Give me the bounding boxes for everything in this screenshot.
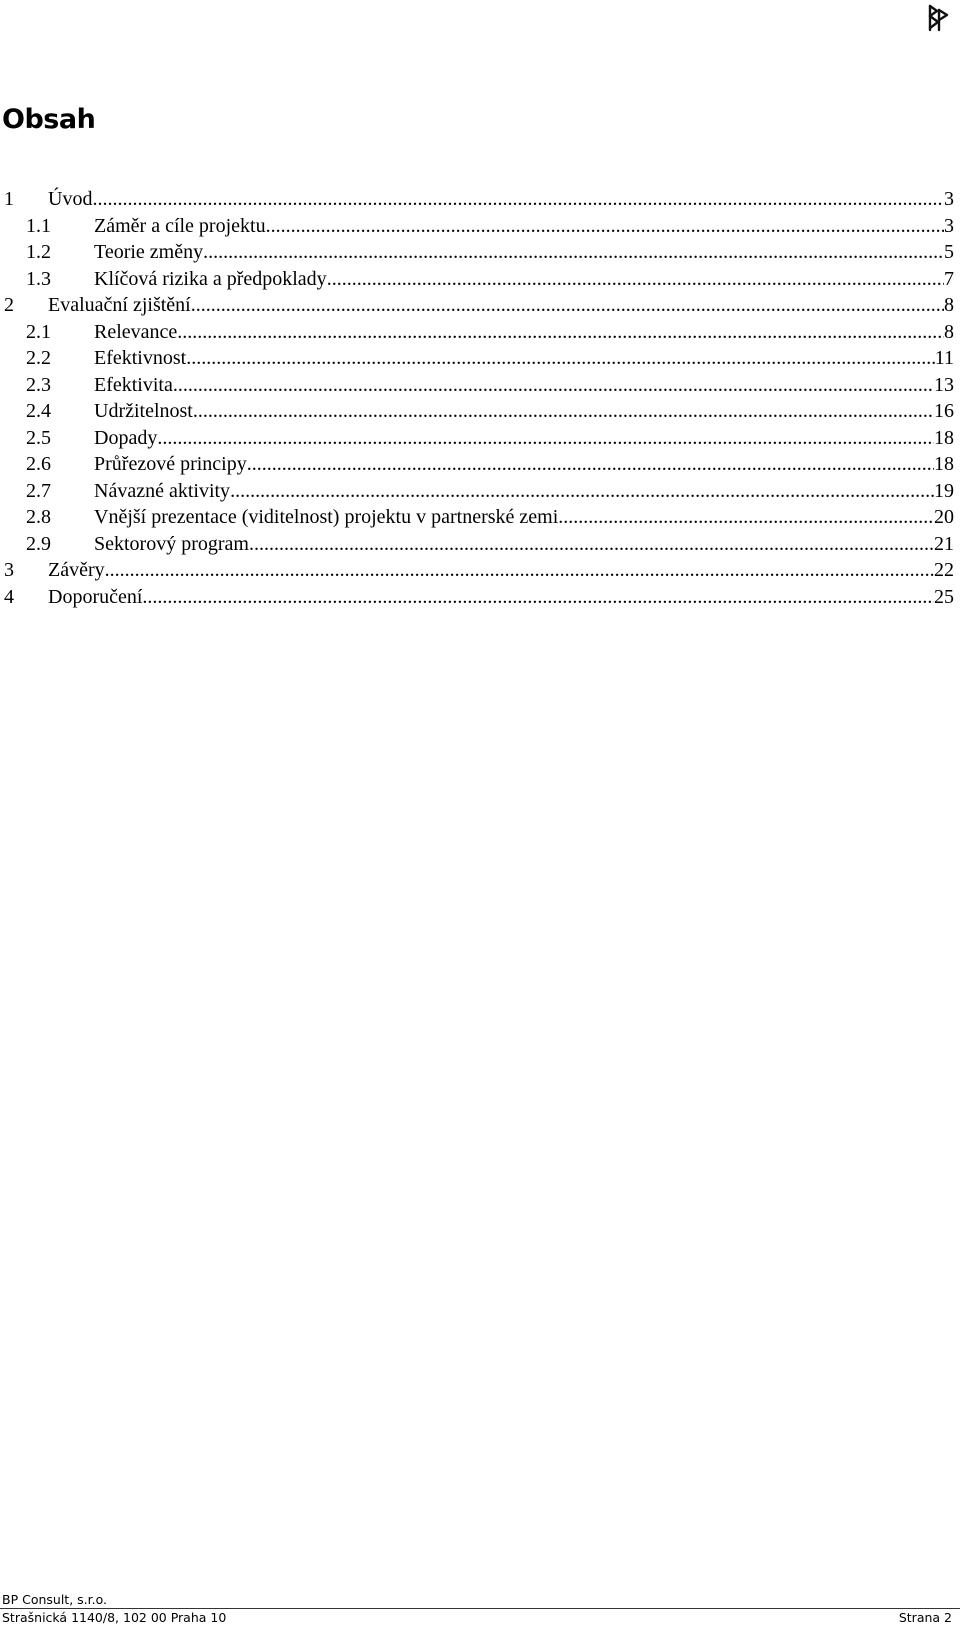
toc-entry-page: 3 xyxy=(944,188,954,210)
toc-entry-title: Závěry xyxy=(48,559,105,581)
toc-entry-number: 2.3 xyxy=(26,373,51,396)
toc-entry-link[interactable] xyxy=(94,213,954,240)
toc-dot-leader xyxy=(327,266,944,293)
toc-entry-page: 18 xyxy=(934,453,954,475)
toc-entry-link[interactable] xyxy=(94,478,954,505)
bp-monogram-icon xyxy=(926,4,952,32)
toc-entry[interactable] xyxy=(0,451,960,478)
toc-entry[interactable] xyxy=(0,372,960,399)
toc-dot-leader xyxy=(105,557,934,584)
toc-entry-page: 21 xyxy=(934,532,954,555)
toc-entry-title: Dopady xyxy=(94,426,158,449)
toc-entry-page: 8 xyxy=(944,320,954,343)
toc-dot-leader xyxy=(558,504,934,531)
toc-dot-leader xyxy=(173,372,934,399)
toc-dot-leader xyxy=(193,398,934,425)
toc-entry[interactable] xyxy=(0,345,960,372)
footer-page-number: Strana 2 xyxy=(898,1610,952,1625)
toc-entry-number: 2.1 xyxy=(26,320,51,343)
toc-entry-title: Relevance xyxy=(94,320,178,343)
toc-entry-number: 2.6 xyxy=(26,453,51,475)
toc-entry-title: Udržitelnost xyxy=(94,400,193,422)
toc-entry-link[interactable] xyxy=(94,239,954,266)
toc-entry[interactable] xyxy=(0,557,960,584)
toc-dot-leader xyxy=(92,186,944,213)
toc-entry-link[interactable] xyxy=(94,398,954,425)
toc-entry-page: 8 xyxy=(944,294,954,316)
toc-entry-link[interactable] xyxy=(94,531,954,558)
toc-entry[interactable] xyxy=(0,319,960,346)
toc-entry[interactable] xyxy=(0,239,960,266)
toc-entry-number: 2.4 xyxy=(26,400,51,422)
toc-dot-leader xyxy=(142,584,934,611)
toc-entry-number: 1 xyxy=(4,188,14,210)
toc-entry-number: 1.1 xyxy=(26,214,51,237)
toc-entry-number: 4 xyxy=(4,585,14,608)
toc-dot-leader xyxy=(177,319,944,346)
toc-entry-title: Sektorový program xyxy=(94,532,249,555)
toc-dot-leader xyxy=(203,239,944,266)
table-of-contents xyxy=(0,186,960,610)
toc-entry-link[interactable] xyxy=(94,451,954,478)
toc-entry[interactable] xyxy=(0,398,960,425)
toc-entry-link[interactable] xyxy=(48,557,954,584)
toc-entry-title: Teorie změny xyxy=(94,241,204,263)
toc-entry-link[interactable] xyxy=(94,504,954,531)
toc-entry-link[interactable] xyxy=(48,186,954,213)
toc-entry-number: 2.7 xyxy=(26,479,51,502)
toc-entry-page: 3 xyxy=(944,214,954,237)
toc-dot-leader xyxy=(157,425,934,452)
toc-entry-page: 5 xyxy=(944,241,954,263)
toc-entry-link[interactable] xyxy=(48,292,954,319)
toc-entry-link[interactable] xyxy=(94,425,954,452)
toc-entry-number: 2.8 xyxy=(26,506,51,528)
toc-entry[interactable] xyxy=(0,504,960,531)
toc-entry-number: 2.2 xyxy=(26,347,51,369)
toc-entry-page: 13 xyxy=(934,373,954,396)
toc-dot-leader xyxy=(249,531,934,558)
toc-entry-title: Klíčová rizika a předpoklady xyxy=(94,267,327,290)
toc-entry-page: 16 xyxy=(934,400,954,422)
toc-entry-link[interactable] xyxy=(94,345,954,372)
toc-entry-number: 2.5 xyxy=(26,426,51,449)
toc-entry[interactable] xyxy=(0,266,960,293)
toc-dot-leader xyxy=(266,213,944,240)
toc-entry-title: Efektivnost xyxy=(94,347,187,369)
footer-address: Strašnická 1140/8, 102 00 Praha 10 xyxy=(2,1610,227,1625)
toc-entry-title: Návazné aktivity xyxy=(94,479,231,502)
toc-entry-number: 3 xyxy=(4,559,14,581)
toc-entry-number: 2.9 xyxy=(26,532,51,555)
toc-entry-title: Evaluační zjištění xyxy=(48,294,191,316)
toc-dot-leader xyxy=(191,292,944,319)
toc-entry[interactable] xyxy=(0,186,960,213)
toc-dot-leader xyxy=(230,478,934,505)
toc-dot-leader xyxy=(186,345,935,372)
toc-entry-page: 19 xyxy=(934,479,954,502)
toc-entry-title: Doporučení xyxy=(48,585,143,608)
toc-entry-title: Průřezové principy xyxy=(94,453,247,475)
page-title: Obsah xyxy=(2,104,96,135)
toc-entry[interactable] xyxy=(0,292,960,319)
toc-entry-page: 11 xyxy=(934,347,954,369)
toc-entry-page: 7 xyxy=(944,267,954,290)
toc-entry-number: 1.3 xyxy=(26,267,51,290)
toc-entry-link[interactable] xyxy=(94,372,954,399)
toc-entry[interactable] xyxy=(0,584,960,611)
toc-entry-page: 25 xyxy=(934,585,954,608)
toc-entry-link[interactable] xyxy=(94,319,954,346)
footer-divider xyxy=(0,1608,960,1609)
toc-dot-leader xyxy=(247,451,934,478)
toc-entry-number: 2 xyxy=(4,294,14,316)
toc-entry[interactable] xyxy=(0,213,960,240)
toc-entry-title: Záměr a cíle projektu xyxy=(94,214,266,237)
footer-company: BP Consult, s.r.o. xyxy=(2,1592,107,1607)
toc-entry-page: 22 xyxy=(934,559,954,581)
toc-entry-page: 18 xyxy=(934,426,954,449)
toc-entry-page: 20 xyxy=(934,506,954,528)
toc-entry[interactable] xyxy=(0,478,960,505)
toc-entry-number: 1.2 xyxy=(26,241,51,263)
toc-entry-link[interactable] xyxy=(48,584,954,611)
toc-entry-title: Vnější prezentace (viditelnost) projektu v partnerské zemi xyxy=(94,506,559,528)
toc-entry-link[interactable] xyxy=(94,266,954,293)
toc-entry-title: Efektivita xyxy=(94,373,173,396)
toc-entry[interactable] xyxy=(0,425,960,452)
toc-entry-title: Úvod xyxy=(48,188,93,210)
toc-entry[interactable] xyxy=(0,531,960,558)
